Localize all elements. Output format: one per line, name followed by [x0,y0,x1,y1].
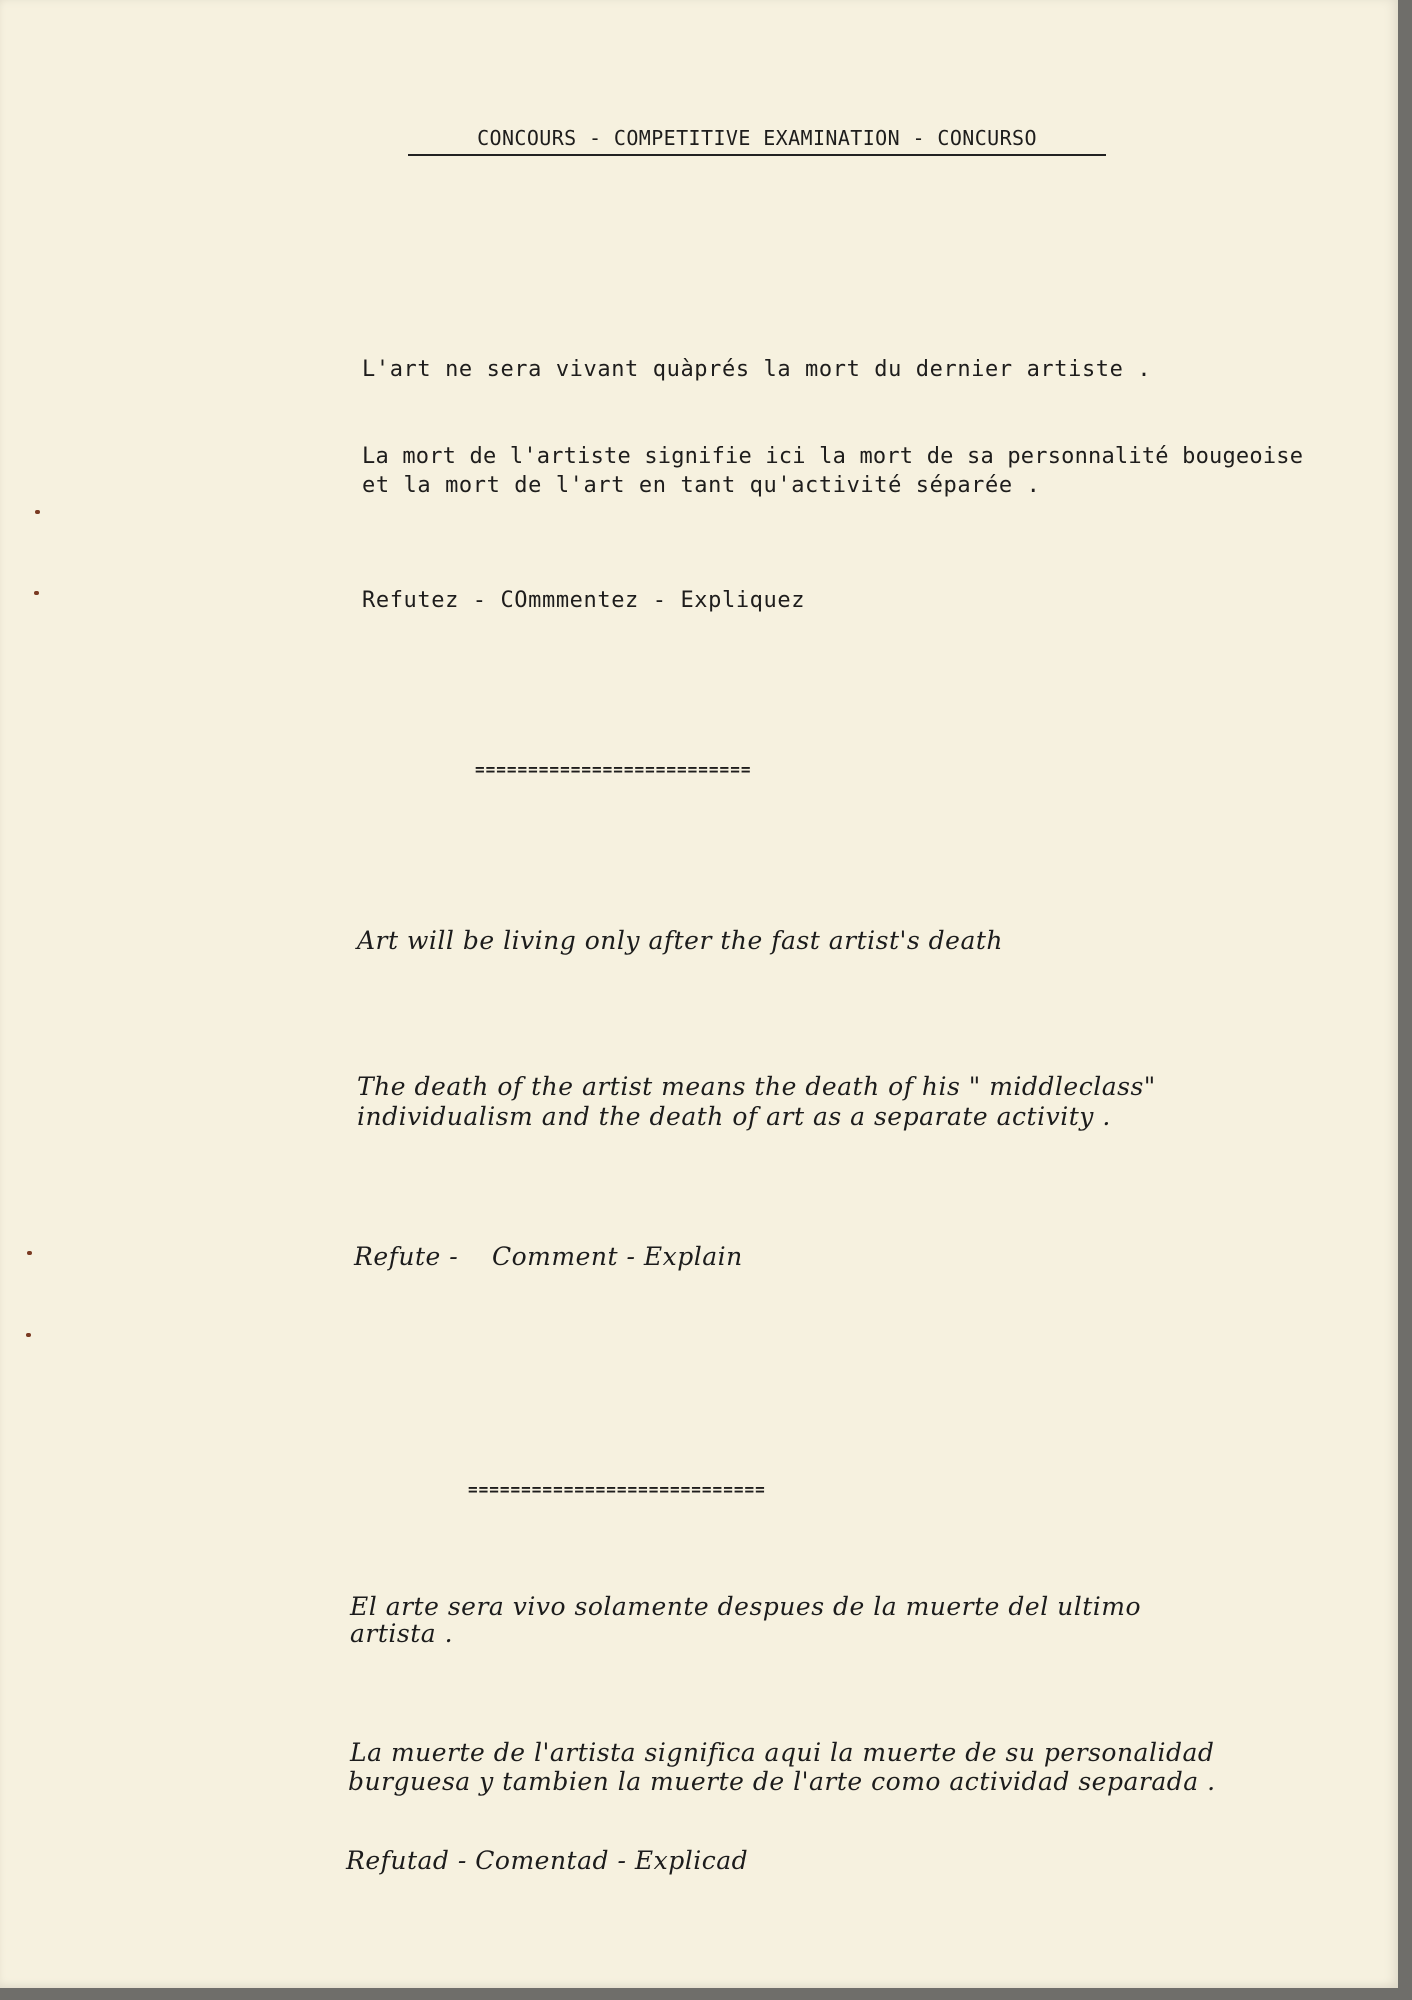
page-title: CONCOURS - COMPETITIVE EXAMINATION - CONCURSO [408,126,1106,156]
spanish-explanation-line-2: burguesa y tambien la muerte de l'arte como actividad separada . [348,1767,1216,1796]
section-divider: ============================ [468,1480,766,1499]
french-explanation-line-2: et la mort de l'art en tant qu'activité séparée . [362,473,1041,498]
english-explanation-line-2: individualism and the death of art as a separate activity . [357,1102,1111,1131]
margin-mark [27,1251,32,1255]
english-explanation-line-1: The death of the artist means the death of his " middleclass" [357,1072,1156,1101]
english-statement: Art will be living only after the fast artist's death [357,926,1003,955]
spanish-explanation-line-1: La muerte de l'artista significa aqui la muerte de su personalidad [350,1738,1215,1767]
french-statement: L'art ne sera vivant quàprés la mort du dernier artiste . [362,357,1152,382]
margin-mark [34,591,39,595]
french-instructions: Refutez - COmmmentez - Expliquez [362,588,806,613]
section-divider: ========================== [475,760,752,779]
spanish-statement-line-1: El arte sera vivo solamente despues de la muerte del ultimo [350,1592,1142,1621]
french-explanation-line-1: La mort de l'artiste signifie ici la mort de sa personnalité bougeoise [362,444,1304,469]
margin-mark [26,1333,31,1337]
spanish-statement-line-2: artista . [350,1619,454,1648]
spanish-instructions: Refutad - Comentad - Explicad [346,1846,749,1875]
margin-mark [35,510,40,514]
english-instructions: Refute - Comment - Explain [354,1242,743,1271]
